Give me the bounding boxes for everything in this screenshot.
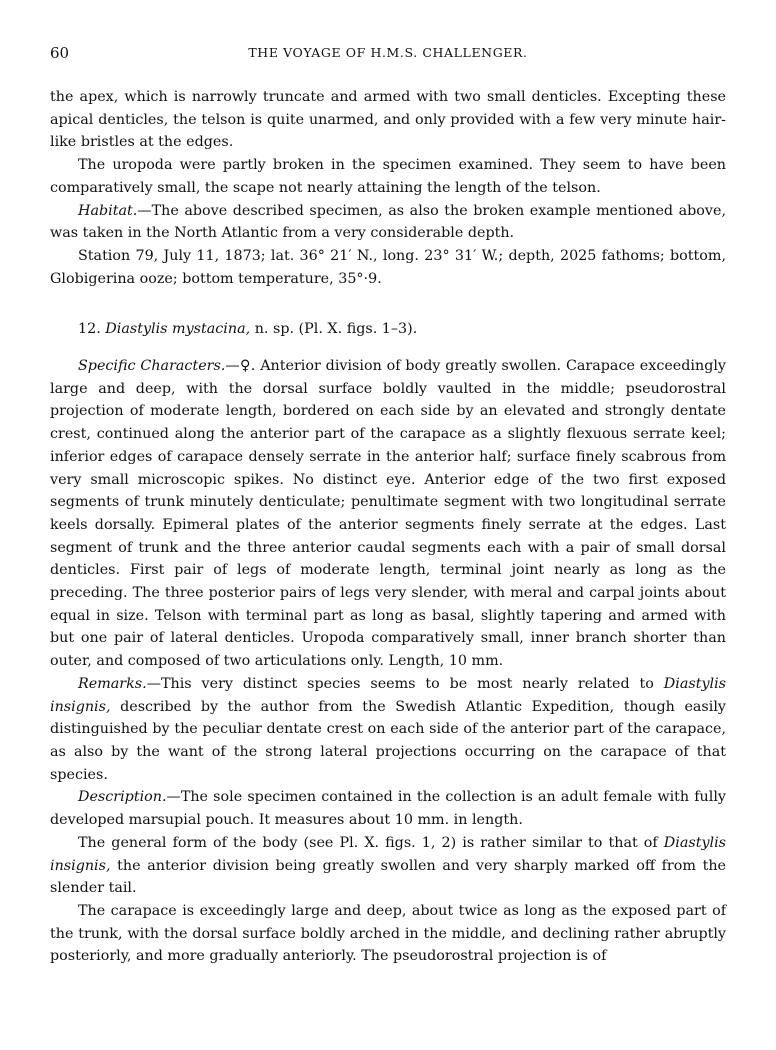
remarks-species: Diastylis insignis, (50, 675, 726, 715)
page-number: 60 (50, 44, 70, 62)
description-label: Description. (78, 789, 167, 806)
general-form-text-b: the anterior division being greatly swollen and very sharply marked off from the slender tail. (50, 857, 726, 897)
species-name: Diastylis mystacina, (105, 321, 251, 338)
section-gap (50, 290, 726, 318)
habitat-text: —The above described specimen, as also the broken example mentioned above, was taken in the North Atlantic from a very considerable depth. (50, 202, 726, 242)
running-title: THE VOYAGE OF H.M.S. CHALLENGER. (248, 45, 528, 60)
remarks-text-b: described by the author from the Swedish Atlantic Expedition, though easily distinguished by the peculiar dentate crest on each side of the anterior part of the carapace, as also by the want of the strong lateral projections occurring on the carapace of that species. (50, 698, 726, 783)
paragraph-general-form (50, 832, 726, 900)
paragraph-habitat (50, 200, 726, 245)
body-text (50, 86, 726, 968)
description-text: —The sole specimen contained in the collection is an adult female with fully developed marsupial pouch. It measures about 10 mm. in length. (50, 789, 726, 829)
paragraph-remarks (50, 673, 726, 787)
general-form-text-a: The general form of the body (see Pl. X. figs. 1, 2) is rather similar to that of (78, 834, 664, 851)
paragraph-specific-characters (50, 355, 726, 673)
paragraph-telson-apex: the apex, which is narrowly truncate and armed with two small denticles. Excepting these apical denticles, the telson is quite unarmed, and only provided with a few very minute hair-like bristles at the edges. (50, 89, 726, 151)
remarks-label: Remarks. (78, 675, 147, 692)
species-number: 12. (78, 321, 101, 338)
specific-characters-text: —♀. Anterior division of body greatly swollen. Carapace exceedingly large and deep, with the dorsal surface boldly vaulted in the middle; pseudorostral projection of moderate length, bordered on each side by an elevated and strongly dentate crest, continued along the anterior part of the carapace as a slightly flexuous serrate keel; inferior edges of carapace densely serrate in the anterior half; surface finely scabrous from very small microscopic spikes. No distinct eye. Anterior edge of the two first exposed segments of trunk minutely denticulate; penultimate segment with two longitudinal serrate keels dorsally. Epimeral plates of the anterior segments finely serrate at the edges. Last segment of trunk and the three anterior caudal segments each with a pair of small dorsal denticles. First pair of legs of moderate length, terminal joint nearly as long as the preceding. The three posterior pairs of legs very slender, with meral and carpal joints about equal in size. Telson with terminal part as long as basal, slightly tapering and armed with but one pair of lateral denticles. Uropoda comparatively small, inner branch shorter than outer, and composed of two articulations only. Length, 10 mm. (50, 358, 726, 670)
running-head (50, 44, 726, 66)
species-heading-rest: n. sp. (Pl. X. figs. 1–3). (254, 321, 418, 338)
general-form-species: Diastylis insignis, (50, 834, 726, 874)
remarks-text-a: —This very distinct species seems to be most nearly related to (146, 675, 664, 692)
habitat-label: Habitat. (78, 202, 138, 219)
paragraph-description (50, 786, 726, 831)
paragraph-uropoda: The uropoda were partly broken in the specimen examined. They seem to have been comparatively small, the scape not nearly attaining the length of the telson. (50, 157, 726, 196)
specific-characters-label: Specific Characters. (78, 358, 226, 375)
paragraph-station: Station 79, July 11, 1873; lat. 36° 21′ N., long. 23° 31′ W.; depth, 2025 fathoms; bottom, Globigerina ooze; bottom temperature, 35°·9. (50, 247, 726, 287)
paragraph-carapace: The carapace is exceedingly large and deep, about twice as long as the exposed part of the trunk, with the dorsal surface boldly arched in the middle, and declining rather abruptly posteriorly, and more gradually anteriorly. The pseudorostral projection is of (50, 902, 726, 965)
species-heading (50, 318, 726, 341)
